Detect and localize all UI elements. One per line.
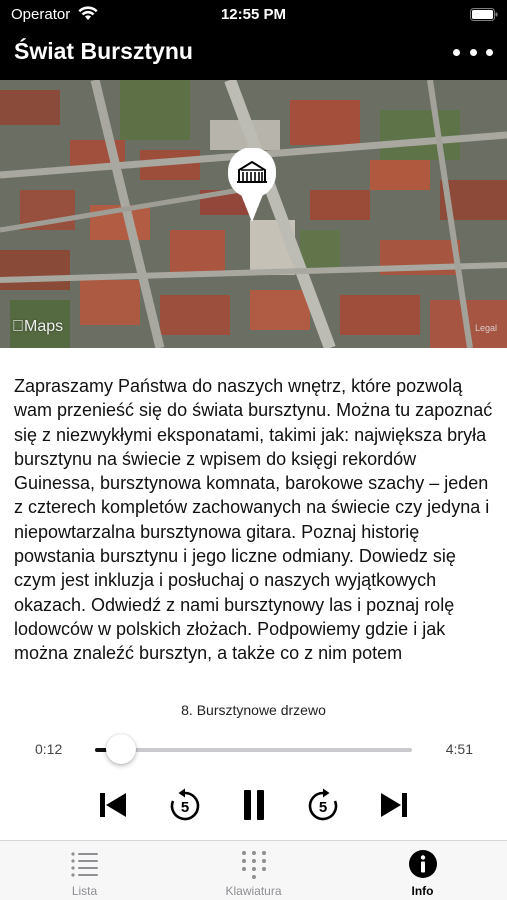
map-view[interactable] xyxy=(0,80,507,348)
keypad-icon xyxy=(239,849,269,884)
progress-slider[interactable] xyxy=(95,748,412,752)
next-track-button[interactable] xyxy=(374,785,414,825)
apple-icon xyxy=(12,318,24,335)
total-time: 4:51 xyxy=(445,741,473,757)
info-icon xyxy=(408,849,438,884)
maps-label: Maps xyxy=(12,318,52,335)
maps-attribution xyxy=(12,318,63,336)
more-options-button[interactable] xyxy=(453,44,493,60)
skip-forward-button[interactable] xyxy=(303,785,343,825)
skip-back-seconds: 5 xyxy=(180,799,190,816)
skip-back-button[interactable] xyxy=(165,785,205,825)
tab-label: Klawiatura xyxy=(225,884,282,898)
tab-bar xyxy=(0,840,507,900)
previous-icon xyxy=(98,792,128,818)
dot-icon xyxy=(486,49,493,56)
pause-icon xyxy=(241,789,267,821)
tab-lista[interactable] xyxy=(0,841,169,900)
legal-link[interactable]: Legal xyxy=(474,323,497,333)
status-bar xyxy=(0,0,507,30)
tab-klawiatura[interactable] xyxy=(169,841,338,900)
next-icon xyxy=(379,792,409,818)
playback-controls xyxy=(0,785,507,825)
progress-thumb[interactable] xyxy=(106,734,136,764)
tab-label: Info xyxy=(411,884,434,898)
tab-label: Lista xyxy=(71,884,98,898)
previous-track-button[interactable] xyxy=(93,785,133,825)
battery-icon xyxy=(470,8,498,25)
page-title: Świat Bursztynu xyxy=(14,38,193,64)
track-title: 8. Bursztynowe drzewo xyxy=(181,702,326,718)
tab-info[interactable] xyxy=(338,841,507,900)
rewind-icon xyxy=(167,787,203,823)
forward-icon xyxy=(305,787,341,823)
carrier-label: Operator xyxy=(11,6,71,23)
elapsed-time: 0:12 xyxy=(35,741,63,757)
skip-forward-seconds: 5 xyxy=(318,799,328,816)
list-icon xyxy=(70,849,100,884)
dot-icon xyxy=(470,49,477,56)
navigation-header xyxy=(0,0,507,80)
pause-button[interactable] xyxy=(234,785,274,825)
location-pin-icon[interactable] xyxy=(226,148,278,224)
description-text: Zapraszamy Państwa do naszych wnętrz, które pozwolą wam przenieść się do świata bursztynu. Można tu zapoznać się z niezwykłymi eksponatami, takimi jak: największa bryła bursztynu na świecie z wpisem do księgi rekordów Guinessa, bursztynowa komnata, barokowe szachy – jeden z czterech kompletów zachowanych na świecie czy jedyna i niepowtarzalna bursztynowa gitara. Poznaj historię powstania bursztynu i jego liczne odmiany. Dowiedz się czym jest inkluzja i posłuchaj o naszych wyjątkowych okazach. Odwiedź z nami bursztynowy las i poznaj rolę lodowców w polskich złożach. Podpowiemy gdzie i jak można znaleźć bursztyn, a także co z nim potem xyxy=(14,376,493,664)
dot-icon xyxy=(453,49,460,56)
status-time: 12:55 PM xyxy=(220,6,287,23)
